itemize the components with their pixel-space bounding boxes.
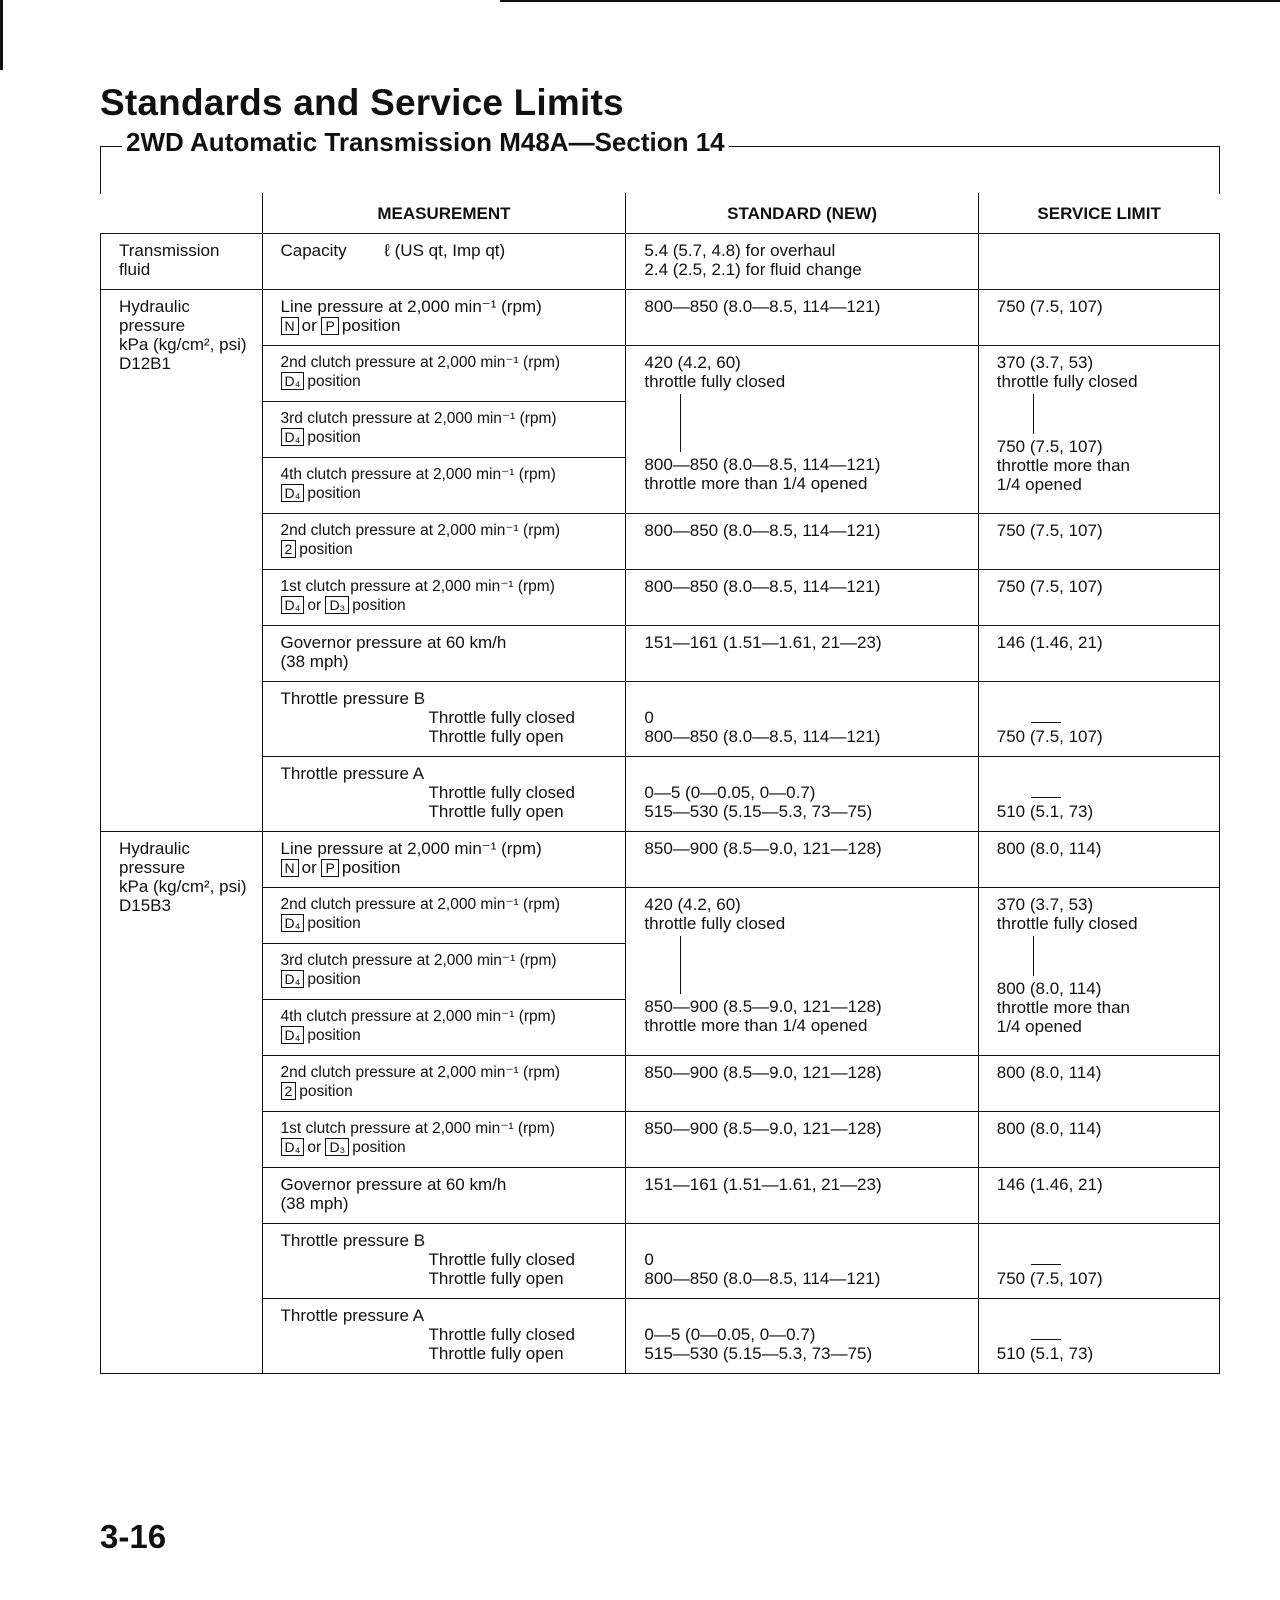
clutch-limit: 370 (3.7, 53) throttle fully closed 800 (8.0, 114) throttle more than 1/4 opened <box>978 888 1219 1056</box>
clutch2b-measurement: 2nd clutch pressure at 2,000 min⁻¹ (rpm) 2 position <box>262 1056 626 1112</box>
line-pressure-standard: 850—900 (8.5—9.0, 121—128) <box>626 832 978 888</box>
p-position-box: P <box>321 859 338 877</box>
clutch1-standard: 800—850 (8.0—8.5, 114—121) <box>626 570 978 626</box>
line-pressure-measurement: Line pressure at 2,000 min⁻¹ (rpm) N or P position <box>262 290 626 346</box>
table-row <box>101 832 1220 888</box>
d3-position-box: D₃ <box>325 596 349 614</box>
d4-position-box: D₄ <box>281 970 305 988</box>
clutch1-limit: 800 (8.0, 114) <box>978 1112 1219 1168</box>
header-service-limit: SERVICE LIMIT <box>978 193 1219 234</box>
throttle-a-measurement: Throttle pressure A Throttle fully closed Throttle fully open <box>262 757 626 832</box>
d4-position-box: D₄ <box>281 428 305 446</box>
no-value-dash <box>1031 1264 1061 1265</box>
p-position-box: P <box>321 317 338 335</box>
clutch1-standard: 850—900 (8.5—9.0, 121—128) <box>626 1112 978 1168</box>
frame-right-rule <box>1219 146 1220 194</box>
n-position-box: N <box>281 859 299 877</box>
clutch2b-limit: 800 (8.0, 114) <box>978 1056 1219 1112</box>
page-number: 3-16 <box>100 1518 167 1555</box>
table-row <box>101 290 1220 346</box>
page-title: Standards and Service Limits <box>100 82 624 123</box>
clutch2b-standard: 800—850 (8.0—8.5, 114—121) <box>626 514 978 570</box>
d3-position-box: D₃ <box>325 1138 349 1156</box>
clutch1-measurement: 1st clutch pressure at 2,000 min⁻¹ (rpm) D₄ or D₃ position <box>262 570 626 626</box>
two-position-box: 2 <box>281 1082 297 1100</box>
clutch1-measurement: 1st clutch pressure at 2,000 min⁻¹ (rpm) D₄ or D₃ position <box>262 1112 626 1168</box>
clutch4-measurement: 4th clutch pressure at 2,000 min⁻¹ (rpm) D₄ position <box>262 1000 626 1056</box>
throttle-a-limit: 510 (5.1, 73) <box>978 757 1219 832</box>
governor-limit: 146 (1.46, 21) <box>978 626 1219 682</box>
table-row <box>101 888 1220 944</box>
fluid-label: Transmission fluid <box>101 234 263 290</box>
d4-position-box: D₄ <box>281 914 305 932</box>
governor-limit: 146 (1.46, 21) <box>978 1168 1219 1224</box>
two-position-box: 2 <box>281 540 297 558</box>
left-edge-mark <box>0 0 3 70</box>
throttle-a-standard: 0—5 (0—0.05, 0—0.7) 515—530 (5.15—5.3, 73—75) <box>626 1299 978 1374</box>
table-row <box>101 234 1220 290</box>
group-label-d12: Hydraulic pressure kPa (kg/cm², psi) D12B1 <box>101 290 263 832</box>
clutch4-measurement: 4th clutch pressure at 2,000 min⁻¹ (rpm) D₄ position <box>262 458 626 514</box>
fluid-limit <box>978 234 1219 290</box>
clutch3-measurement: 3rd clutch pressure at 2,000 min⁻¹ (rpm) D₄ position <box>262 402 626 458</box>
d4-position-box: D₄ <box>281 1026 305 1044</box>
d4-position-box: D₄ <box>281 1138 305 1156</box>
table-row <box>101 1112 1220 1168</box>
clutch-standard: 420 (4.2, 60) throttle fully closed 850—900 (8.5—9.0, 121—128) throttle more than 1/4 opened <box>626 888 978 1056</box>
clutch2b-standard: 850—900 (8.5—9.0, 121—128) <box>626 1056 978 1112</box>
governor-measurement: Governor pressure at 60 km/h (38 mph) <box>262 626 626 682</box>
table-header-row <box>101 193 1220 234</box>
throttle-b-measurement: Throttle pressure B Throttle fully closed Throttle fully open <box>262 682 626 757</box>
spec-table <box>100 193 1220 1374</box>
fluid-measurement: Capacity ℓ (US qt, Imp qt) <box>262 234 626 290</box>
top-rule <box>500 0 1280 2</box>
governor-standard: 151—161 (1.51—1.61, 21—23) <box>626 626 978 682</box>
no-value-dash <box>1031 722 1061 723</box>
clutch2b-measurement: 2nd clutch pressure at 2,000 min⁻¹ (rpm) 2 position <box>262 514 626 570</box>
range-connector-line <box>1033 394 1034 434</box>
throttle-b-measurement: Throttle pressure B Throttle fully closed Throttle fully open <box>262 1224 626 1299</box>
no-value-dash <box>1031 797 1061 798</box>
throttle-b-limit: 750 (7.5, 107) <box>978 682 1219 757</box>
range-connector-line <box>680 394 681 452</box>
table-row <box>101 346 1220 402</box>
table-row <box>101 626 1220 682</box>
table-row <box>101 1056 1220 1112</box>
throttle-b-standard: 0 800—850 (8.0—8.5, 114—121) <box>626 682 978 757</box>
clutch3-measurement: 3rd clutch pressure at 2,000 min⁻¹ (rpm) D₄ position <box>262 944 626 1000</box>
line-pressure-limit: 800 (8.0, 114) <box>978 832 1219 888</box>
group-label-d15: Hydraulic pressure kPa (kg/cm², psi) D15B3 <box>101 832 263 1374</box>
header-blank <box>101 193 263 234</box>
throttle-b-limit: 750 (7.5, 107) <box>978 1224 1219 1299</box>
throttle-a-limit: 510 (5.1, 73) <box>978 1299 1219 1374</box>
throttle-b-standard: 0 800—850 (8.0—8.5, 114—121) <box>626 1224 978 1299</box>
throttle-a-measurement: Throttle pressure A Throttle fully closed Throttle fully open <box>262 1299 626 1374</box>
clutch2b-limit: 750 (7.5, 107) <box>978 514 1219 570</box>
n-position-box: N <box>281 317 299 335</box>
governor-standard: 151—161 (1.51—1.61, 21—23) <box>626 1168 978 1224</box>
d4-position-box: D₄ <box>281 372 305 390</box>
range-connector-line <box>680 936 681 994</box>
frame-left-rule <box>100 146 101 194</box>
clutch2-measurement: 2nd clutch pressure at 2,000 min⁻¹ (rpm) D₄ position <box>262 888 626 944</box>
line-pressure-measurement: Line pressure at 2,000 min⁻¹ (rpm) N or P position <box>262 832 626 888</box>
clutch-limit: 370 (3.7, 53) throttle fully closed 750 (7.5, 107) throttle more than 1/4 opened <box>978 346 1219 514</box>
range-connector-line <box>1033 936 1034 976</box>
no-value-dash <box>1031 1339 1061 1340</box>
section-title: 2WD Automatic Transmission M48A—Section 14 <box>122 127 729 158</box>
clutch2-measurement: 2nd clutch pressure at 2,000 min⁻¹ (rpm) D₄ position <box>262 346 626 402</box>
header-standard: STANDARD (NEW) <box>626 193 978 234</box>
clutch-standard: 420 (4.2, 60) throttle fully closed 800—850 (8.0—8.5, 114—121) throttle more than 1/4 opened <box>626 346 978 514</box>
table-row <box>101 1224 1220 1299</box>
d4-position-box: D₄ <box>281 484 305 502</box>
fluid-standard: 5.4 (5.7, 4.8) for overhaul 2.4 (2.5, 2.1) for fluid change <box>626 234 978 290</box>
table-row <box>101 570 1220 626</box>
table-row <box>101 1299 1220 1374</box>
line-pressure-limit: 750 (7.5, 107) <box>978 290 1219 346</box>
table-row <box>101 682 1220 757</box>
clutch1-limit: 750 (7.5, 107) <box>978 570 1219 626</box>
table-row <box>101 1168 1220 1224</box>
table-row <box>101 757 1220 832</box>
d4-position-box: D₄ <box>281 596 305 614</box>
line-pressure-standard: 800—850 (8.0—8.5, 114—121) <box>626 290 978 346</box>
throttle-a-standard: 0—5 (0—0.05, 0—0.7) 515—530 (5.15—5.3, 73—75) <box>626 757 978 832</box>
header-measurement: MEASUREMENT <box>262 193 626 234</box>
governor-measurement: Governor pressure at 60 km/h (38 mph) <box>262 1168 626 1224</box>
table-row <box>101 514 1220 570</box>
